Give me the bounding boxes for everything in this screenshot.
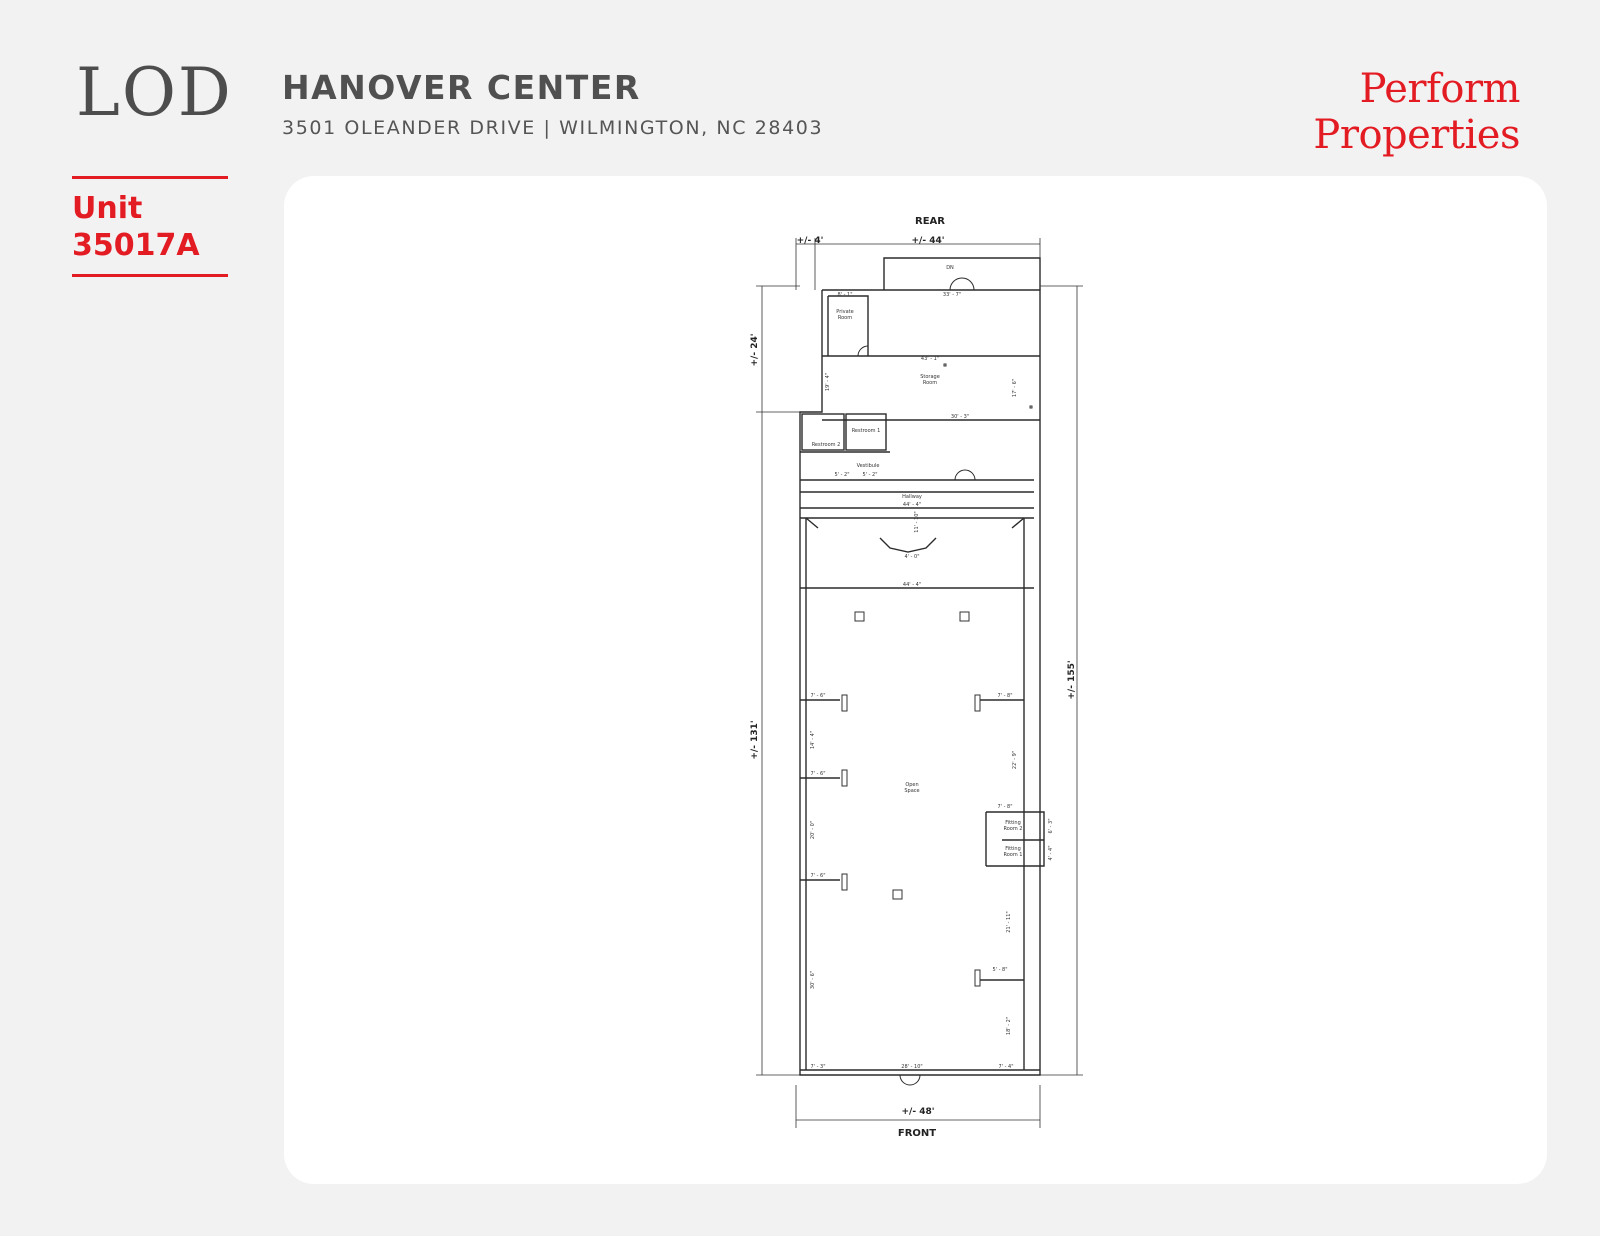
measure-17-6: 17' - 6" <box>1012 378 1018 398</box>
measure-7-6-b: 7' - 6" <box>810 771 826 777</box>
fitting-room-2-label-2: Room 2 <box>1003 826 1023 832</box>
measure-7-4: 7' - 4" <box>998 1064 1014 1070</box>
unit-label-line1: Unit <box>72 191 143 226</box>
dim-right-total: +/- 155' <box>1067 660 1077 700</box>
lod-logo: LOD <box>76 54 233 131</box>
measure-30-6: 30' - 6" <box>810 970 816 990</box>
measure-hall-44-4: 44' - 4" <box>902 502 922 508</box>
measure-43-1: 43' - 1" <box>920 356 940 362</box>
measure-4-4: 4' - 4" <box>1048 845 1054 861</box>
measure-5-2-a: 5' - 2" <box>834 472 850 478</box>
measure-28-10: 28' - 10" <box>901 1064 923 1070</box>
measure-22-9: 22' - 9" <box>1012 750 1018 770</box>
measure-11-10: 11' - 10" <box>914 511 920 533</box>
measure-19-4: 19' - 4" <box>825 372 831 392</box>
measure-5-8: 5' - 8" <box>992 967 1008 973</box>
fitting-room-2-label-1: Fitting <box>1005 820 1021 826</box>
measure-6-3: 6' - 3" <box>1048 818 1054 834</box>
measure-14-4: 14' - 4" <box>810 730 816 750</box>
front-label: FRONT <box>897 1128 937 1139</box>
property-title: HANOVER CENTER <box>282 68 641 107</box>
fitting-room-1-label-1: Fitting <box>1005 846 1021 852</box>
measure-4-0: 4' - 0" <box>904 554 920 560</box>
measure-21-11: 21' - 11" <box>1006 911 1012 933</box>
fitting-room-1-label-2: Room 1 <box>1003 852 1023 858</box>
measure-open-44-4: 44' - 4" <box>902 582 922 588</box>
rear-label: REAR <box>915 216 945 227</box>
storage-room-label-1: Storage <box>920 374 940 380</box>
measure-7-8-a: 7' - 8" <box>997 693 1013 699</box>
vestibule-label: Vestibule <box>856 463 880 469</box>
plan-dimension-lines <box>756 238 1083 1128</box>
down-stair-label: DN <box>946 265 954 271</box>
storage-room-label-2: Room <box>922 380 938 386</box>
plan-doors <box>858 278 975 1085</box>
dim-left-lower: +/- 131' <box>750 720 760 760</box>
measure-20-0: 20' - 0" <box>810 820 816 840</box>
dim-top-small: +/- 4' <box>796 236 824 246</box>
dim-bottom-width: +/- 48' <box>901 1107 935 1117</box>
measure-30-3: 30' - 3" <box>950 414 970 420</box>
dim-left-upper: +/- 24' <box>750 333 760 367</box>
measure-5-2-b: 5' - 2" <box>862 472 878 478</box>
restroom-2-label: Restroom 2 <box>811 442 841 448</box>
measure-7-6-a: 7' - 6" <box>810 693 826 699</box>
measure-7-8-b: 7' - 8" <box>997 804 1013 810</box>
plan-columns <box>842 364 1032 986</box>
private-room-label-2: Room <box>837 315 853 321</box>
measure-7-3: 7' - 3" <box>810 1064 826 1070</box>
private-room-label-1: Private <box>836 309 854 315</box>
dim-top-width: +/- 44' <box>911 236 945 246</box>
measure-33-7: 33' - 7" <box>942 292 962 298</box>
hallway-label: Hallway <box>902 494 922 500</box>
open-space-label-2: Space <box>904 788 920 794</box>
measure-8-1: 8' - 1" <box>837 292 853 298</box>
unit-number: 35017A <box>72 228 200 263</box>
open-space-label-1: Open <box>905 782 919 788</box>
measure-7-6-c: 7' - 6" <box>810 873 826 879</box>
restroom-1-label: Restroom 1 <box>851 428 881 434</box>
measure-18-2: 18' - 2" <box>1006 1016 1012 1036</box>
perform-properties-logo: Perform Properties <box>1313 66 1520 158</box>
property-address: 3501 OLEANDER DRIVE | WILMINGTON, NC 28403 <box>282 117 824 139</box>
